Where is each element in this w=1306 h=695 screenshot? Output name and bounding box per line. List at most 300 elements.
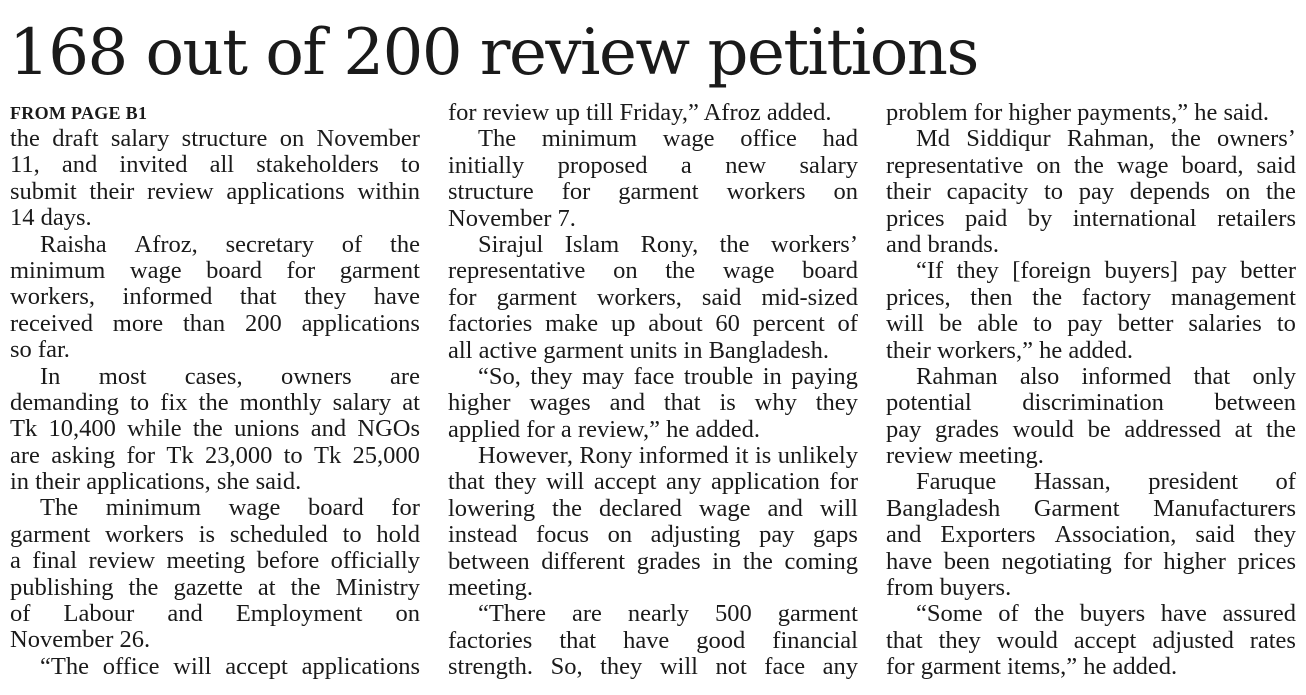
article-word: is <box>754 443 772 470</box>
article-word: Ministry <box>335 574 420 601</box>
article-word: publishing <box>10 574 114 601</box>
article-word: submit <box>10 178 77 205</box>
article-word: office <box>740 126 797 153</box>
article-word: Association, <box>1054 522 1177 549</box>
article-word: that <box>663 390 701 417</box>
article-word: any <box>822 654 858 681</box>
article-word: the <box>719 231 750 258</box>
article-word: 10,400 <box>48 416 116 443</box>
article-word: will <box>546 469 585 496</box>
article-word: they <box>304 284 347 311</box>
article-word: Rahman, <box>1066 126 1155 153</box>
article-word: new <box>725 152 767 179</box>
article-word: may <box>581 363 625 390</box>
article-word: most <box>98 363 147 390</box>
article-word: informed <box>122 284 213 311</box>
article-word: of <box>1275 469 1296 496</box>
article-text-line: their workers,” he added. <box>886 337 1133 364</box>
article-word: on <box>607 522 633 549</box>
article-word: addressed <box>1124 416 1221 443</box>
article-word: [foreign <box>1012 258 1092 285</box>
article-word: negotiating <box>1001 548 1112 575</box>
article-word: invited <box>119 152 188 179</box>
article-word: officially <box>330 548 420 575</box>
article-word: unions <box>234 416 300 443</box>
article-text-line: applied for a review,” he added. <box>448 416 760 443</box>
article-word: will <box>659 654 698 681</box>
article-word: secretary <box>225 231 314 258</box>
article-word: they <box>956 258 999 285</box>
article-word: the <box>1265 179 1296 206</box>
article-word: for <box>829 469 858 496</box>
article-word: to <box>1276 311 1296 338</box>
article-word: president <box>1148 469 1239 496</box>
article-text-line <box>886 126 1296 152</box>
article-word: lowering <box>448 495 536 522</box>
article-word: the <box>1073 152 1104 179</box>
article-word: informed <box>1081 363 1172 390</box>
article-word: 60 <box>715 311 740 338</box>
article-word: they <box>530 363 573 390</box>
article-text-line <box>10 443 420 469</box>
article-word: mid-sized <box>761 284 858 311</box>
article-word: financial <box>772 627 858 654</box>
article-word: will <box>886 311 925 338</box>
article-word: face <box>764 654 806 681</box>
article-text-line <box>448 601 858 627</box>
article-word: better <box>1117 311 1174 338</box>
article-word: NGOs <box>357 416 420 443</box>
article-text-line <box>448 549 858 575</box>
article-word: workers <box>105 521 184 548</box>
article-word: pay <box>1078 179 1115 206</box>
article-word: trouble <box>683 363 754 390</box>
article-word: fix <box>160 389 188 416</box>
article-word: at <box>402 389 420 416</box>
article-word: a <box>10 548 21 575</box>
article-word: Rony <box>579 443 633 470</box>
article-word: in <box>712 548 732 575</box>
article-word: make <box>545 311 599 338</box>
article-word: while <box>127 416 182 443</box>
article-word: not <box>715 654 747 681</box>
article-word: is <box>719 390 736 417</box>
article-word: percent <box>752 311 825 338</box>
article-word: paid <box>965 205 1008 232</box>
article-word: at <box>1234 416 1253 443</box>
article-text-line: November 7. <box>448 205 576 232</box>
article-text-line <box>886 311 1296 337</box>
article-text-line <box>448 522 858 548</box>
article-word: So, <box>550 654 583 681</box>
article-word: is <box>198 521 216 548</box>
article-word: will <box>173 653 212 680</box>
article-text-line <box>886 206 1296 232</box>
article-word: Labour <box>63 601 135 628</box>
article-word: initially <box>448 152 525 179</box>
article-text-line: from buyers. <box>886 575 1012 602</box>
article-text-line <box>886 390 1296 416</box>
article-word: garment <box>496 284 577 311</box>
article-word: they <box>938 627 981 654</box>
article-word: workers, <box>10 284 96 311</box>
article-word: applications <box>226 178 345 205</box>
article-word: applications <box>301 653 420 680</box>
article-word: on <box>1225 179 1251 206</box>
article-text-line <box>448 469 858 495</box>
article-word: Rony, <box>640 231 699 258</box>
article-word: on <box>833 179 858 206</box>
article-word: the <box>742 548 773 575</box>
article-text-line <box>448 311 858 337</box>
article-text-line <box>10 495 420 521</box>
article-word: by <box>1027 205 1053 232</box>
article-text-line <box>448 179 858 205</box>
article-word: only <box>1252 363 1296 390</box>
article-word: for <box>448 284 477 311</box>
article-text-line <box>886 364 1296 390</box>
article-word: 11, <box>10 152 40 179</box>
article-text-line <box>10 126 420 152</box>
article-word: to <box>1033 311 1053 338</box>
article-word: to <box>1043 179 1063 206</box>
article-word: their <box>89 178 135 205</box>
article-word: gaps <box>813 522 858 549</box>
article-word: a <box>680 152 692 179</box>
article-word: representative <box>448 258 586 285</box>
article-word: factories <box>448 627 533 654</box>
article-word: they <box>815 390 858 417</box>
article-word: “If <box>916 258 944 285</box>
article-word: structure <box>181 126 268 152</box>
article-word: the <box>192 416 223 443</box>
article-text-line <box>10 416 420 442</box>
article-word: and <box>886 522 922 549</box>
article-word: Hassan, <box>1033 469 1111 496</box>
article-text-line: so far. <box>10 337 70 364</box>
article-word: workers <box>726 179 806 206</box>
article-word: buyers] <box>1104 258 1179 285</box>
article-word: have <box>886 548 933 575</box>
article-word: Sirajul <box>478 231 544 258</box>
article-text-line <box>448 654 858 680</box>
article-text-line <box>448 285 858 311</box>
article-word: are <box>390 363 420 390</box>
article-text-line: meeting. <box>448 575 534 602</box>
article-word: garment <box>10 521 91 548</box>
article-text-line: for review up till Friday,” Afroz added. <box>448 100 832 126</box>
article-text-line: all active garment units in Bangladesh. <box>448 337 830 364</box>
article-word: declared <box>598 495 682 522</box>
article-word: minimum <box>105 495 202 522</box>
article-text-line <box>448 126 858 152</box>
article-word: be <box>939 311 963 338</box>
article-word: higher <box>448 390 511 417</box>
article-word: asking <box>51 442 116 469</box>
article-word: be <box>1087 416 1111 443</box>
article-word: would <box>1012 416 1074 443</box>
article-word: are <box>10 442 40 469</box>
article-word: will <box>819 495 858 522</box>
article-text-line <box>448 258 858 284</box>
article-text-line: in their applications, she said. <box>10 469 302 496</box>
article-word: been <box>943 548 991 575</box>
article-word: prices <box>886 205 945 232</box>
article-word: wage <box>722 258 775 285</box>
article-word: salary <box>799 152 858 179</box>
article-word: also <box>1019 363 1060 390</box>
article-word: buyers <box>1079 601 1146 628</box>
article-word: board <box>206 257 262 284</box>
article-word: assured <box>1222 601 1296 628</box>
article-text-line <box>448 496 858 522</box>
article-word: of <box>10 601 31 628</box>
article-word: pay <box>1191 258 1227 285</box>
article-word: wage <box>129 257 182 284</box>
article-word: the <box>290 574 321 601</box>
article-column-1 <box>10 100 420 680</box>
article-word: have <box>373 284 420 311</box>
article-text-line <box>886 285 1296 311</box>
article-text-line <box>886 628 1296 654</box>
article-text-line <box>886 417 1296 443</box>
article-text-line <box>10 179 420 205</box>
article-word: Rahman <box>916 363 998 390</box>
article-word: accept <box>1073 627 1137 654</box>
article-text-line <box>10 284 420 310</box>
article-word: for <box>391 495 420 522</box>
article-word: the <box>198 389 229 416</box>
article-word: all <box>209 152 235 179</box>
article-column-2 <box>448 100 858 681</box>
article-text-line: for garment items,” he added. <box>886 654 1178 681</box>
article-word: for <box>286 257 316 284</box>
article-word: capacity <box>946 179 1029 206</box>
article-text-line <box>10 654 420 680</box>
article-text-line: 14 days. <box>10 205 92 232</box>
article-word: Siddiqur <box>966 126 1051 153</box>
article-word: owners’ <box>1217 126 1296 153</box>
article-word: final <box>32 548 78 575</box>
article-word: 500 <box>715 601 752 628</box>
article-word: instead <box>448 522 518 549</box>
article-word: they <box>600 654 643 681</box>
article-word: they <box>494 469 537 496</box>
article-word: review <box>146 178 214 205</box>
article-word: adjusting <box>650 522 741 549</box>
article-word: However, <box>478 443 573 470</box>
article-word: would <box>996 627 1058 654</box>
article-word: prices, <box>886 284 951 311</box>
article-text-line <box>448 364 858 390</box>
article-headline: 168 out of 200 review petitions <box>9 16 978 90</box>
article-word: gazette <box>173 574 243 601</box>
article-word: garment <box>777 601 858 628</box>
article-word: wage <box>228 495 281 522</box>
article-word: it <box>734 443 749 470</box>
article-word: said <box>1195 522 1235 549</box>
article-text-line: November 26. <box>10 627 151 654</box>
article-word: for <box>126 442 156 469</box>
article-word: they <box>1253 522 1296 549</box>
article-word: the <box>390 231 420 258</box>
article-word: and <box>61 152 98 179</box>
article-word: between <box>448 548 530 575</box>
article-word: are <box>571 601 602 628</box>
article-word: rates <box>1249 627 1296 654</box>
article-word: retailers <box>1217 205 1296 232</box>
article-word: potential <box>886 390 972 417</box>
article-word: garment <box>339 257 420 284</box>
article-word: any <box>666 469 702 496</box>
article-text-line <box>886 601 1296 627</box>
article-text-line: and brands. <box>886 231 999 258</box>
article-word: on <box>613 258 638 285</box>
article-word: management <box>1170 284 1296 311</box>
article-word: that <box>239 284 277 311</box>
article-text-line: review meeting. <box>886 443 1044 470</box>
article-word: for <box>561 179 591 206</box>
article-word: then <box>970 284 1013 311</box>
article-word: Afroz, <box>134 231 198 258</box>
article-word: higher <box>1163 548 1226 575</box>
article-word: Exporters <box>940 522 1036 549</box>
article-word: “Some <box>916 601 983 628</box>
article-word: Raisha <box>40 231 107 258</box>
article-word: better <box>1240 258 1296 285</box>
article-word: different <box>541 548 626 575</box>
article-word: and <box>310 416 347 443</box>
article-word: 25,000 <box>352 442 420 469</box>
article-word: pay <box>759 522 795 549</box>
article-word: proposed <box>557 152 648 179</box>
article-word: more <box>112 310 164 337</box>
article-word: and <box>767 495 803 522</box>
article-word: between <box>1214 390 1296 417</box>
article-word: minimum <box>541 126 638 153</box>
article-word: “So, <box>478 363 521 390</box>
article-word: adjusted <box>1152 627 1234 654</box>
article-word: than <box>182 310 226 337</box>
article-word: Faruque <box>916 469 997 496</box>
article-word: face <box>633 363 675 390</box>
article-word: the <box>1032 284 1063 311</box>
article-word: grades <box>935 416 999 443</box>
article-word: to <box>130 389 150 416</box>
article-word: owners <box>280 363 352 390</box>
article-word: demanding <box>10 389 119 416</box>
article-word: of <box>998 601 1019 628</box>
article-word: minimum <box>10 257 106 284</box>
article-word: focus <box>535 522 590 549</box>
article-word: “The <box>40 653 89 680</box>
article-word: the <box>128 574 159 601</box>
article-word: workers, <box>596 284 682 311</box>
article-word: application <box>710 469 820 496</box>
article-word: of <box>341 231 363 258</box>
article-word: The <box>40 495 79 522</box>
article-text-line <box>448 390 858 416</box>
article-text-line <box>886 258 1296 284</box>
article-word: wages <box>529 390 591 417</box>
article-word: workers’ <box>770 231 858 258</box>
article-word: to <box>342 521 362 548</box>
article-word: on <box>1036 152 1061 179</box>
article-word: to <box>400 152 420 179</box>
article-word: stakeholders <box>256 152 379 179</box>
article-word: paying <box>791 363 858 390</box>
article-word: on <box>395 601 420 628</box>
article-word: their <box>886 179 931 206</box>
article-word: accept <box>593 469 657 496</box>
article-word: structure <box>448 179 534 206</box>
article-word: Bangladesh <box>886 495 1001 522</box>
article-column-3 <box>886 100 1296 681</box>
article-word: Garment <box>1033 495 1120 522</box>
article-word: prices <box>1237 548 1296 575</box>
article-text-line <box>10 311 420 337</box>
article-word: Tk <box>314 442 342 469</box>
article-word: before <box>256 548 320 575</box>
article-text-line <box>10 522 420 548</box>
article-word: international <box>1072 205 1197 232</box>
article-word: The <box>478 126 517 153</box>
article-word: hold <box>376 521 420 548</box>
article-word: Tk <box>166 442 194 469</box>
article-word: In <box>40 363 61 390</box>
article-word: strength. <box>448 654 534 681</box>
article-word: the <box>1170 126 1201 153</box>
article-text-line <box>448 153 858 179</box>
article-text-line <box>10 548 420 574</box>
article-word: wage <box>662 126 715 153</box>
article-text-line <box>886 179 1296 205</box>
article-text-line <box>886 496 1296 522</box>
article-word: the <box>1034 601 1065 628</box>
article-word: Islam <box>564 231 620 258</box>
article-word: salary <box>110 126 170 152</box>
continuation-kicker: FROM PAGE B1 <box>10 103 148 123</box>
article-word: the <box>665 258 696 285</box>
article-text-line <box>886 522 1296 548</box>
article-word: Tk <box>10 416 38 443</box>
article-text-line <box>10 258 420 284</box>
article-word: the <box>1266 416 1296 443</box>
article-word: of <box>837 311 858 338</box>
article-word: 200 <box>244 310 282 337</box>
article-word: said <box>701 284 742 311</box>
article-word: factories <box>448 311 533 338</box>
article-word: to <box>283 442 303 469</box>
article-text-line: problem for higher payments,” he said. <box>886 100 1270 126</box>
article-text-line <box>10 390 420 416</box>
article-text-line <box>886 549 1296 575</box>
article-text-line <box>886 469 1296 495</box>
article-word: on <box>279 126 305 152</box>
article-word: factory <box>1081 284 1152 311</box>
article-word: at <box>257 574 276 601</box>
article-word: garment <box>618 179 699 206</box>
article-text-line <box>448 443 858 469</box>
article-word: that <box>886 627 923 654</box>
article-word: received <box>10 310 93 337</box>
article-word: pay <box>1067 311 1103 338</box>
article-word: scheduled <box>229 521 328 548</box>
article-word: accept <box>225 653 288 680</box>
article-word: review <box>88 548 156 575</box>
article-word: about <box>648 311 703 338</box>
article-word: that <box>448 469 485 496</box>
